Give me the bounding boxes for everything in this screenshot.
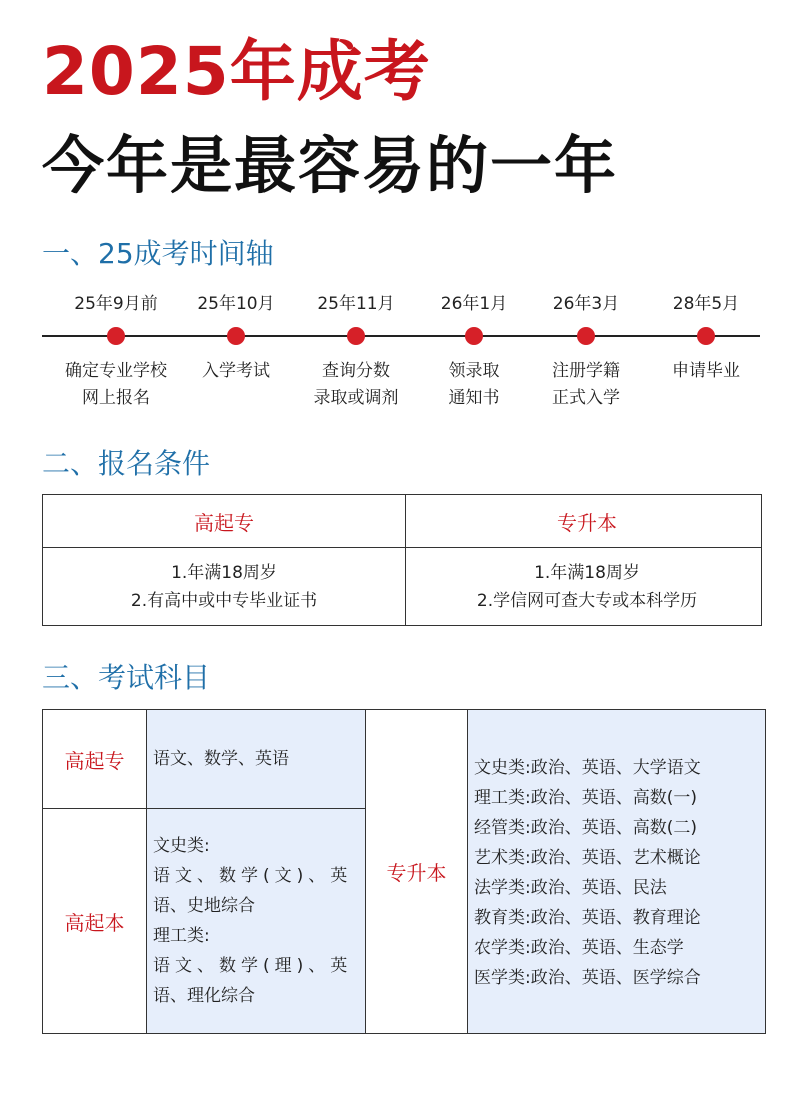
- timeline-step-text: 注册学籍: [552, 361, 620, 381]
- timeline-date: 28年5月: [672, 294, 740, 314]
- conditions-header-zsb: 专升本: [557, 510, 617, 535]
- timeline-dot: [107, 327, 125, 345]
- subject-line: 法学类:政治、英语、民法: [474, 878, 667, 898]
- timeline-date: 25年11月: [317, 294, 395, 314]
- conditions-cell-gqz: [43, 548, 405, 626]
- subject-line: 教育类:政治、英语、教育理论: [474, 908, 701, 928]
- timeline-step-text: 录取或调剂: [313, 388, 399, 408]
- timeline-date: 25年9月前: [74, 294, 158, 314]
- timeline-step-text: 网上报名: [82, 388, 150, 408]
- timeline-step-text: 正式入学: [552, 388, 620, 408]
- subject-line: 医学类:政治、英语、医学综合: [474, 968, 701, 988]
- subjects-zsb-text: [474, 753, 701, 993]
- timeline-dot: [465, 327, 483, 345]
- subjects-gqb-text: [153, 831, 352, 1011]
- conditions-table: [42, 494, 762, 626]
- subjects-table: [42, 709, 766, 1034]
- condition-item: 1.年满18周岁: [534, 563, 640, 583]
- subject-line: 农学类:政治、英语、生态学: [474, 938, 684, 958]
- subjects-label-zsb: 专升本: [386, 861, 447, 885]
- timeline-axis: [42, 335, 760, 337]
- condition-item: 2.学信网可查大专或本科学历: [476, 591, 698, 611]
- subjects-label-gqz: 高起专: [64, 748, 125, 773]
- condition-item: 2.有高中或中专毕业证书: [130, 591, 318, 611]
- timeline-step-text: 确定专业学校: [65, 361, 167, 381]
- headline-year: 2025年成考: [42, 33, 431, 110]
- subject-line: 语、理化综合: [153, 986, 255, 1006]
- subject-line: 艺术类:政治、英语、艺术概论: [474, 848, 701, 868]
- timeline-step-text: 申请毕业: [672, 361, 740, 381]
- timeline-step-text: 领录取: [448, 361, 500, 381]
- timeline-dot: [697, 327, 715, 345]
- conditions-cell-zsb: [406, 548, 768, 626]
- subjects-label-gqb: 高起本: [64, 910, 125, 935]
- timeline-dot: [577, 327, 595, 345]
- timeline-step-text: 查询分数: [322, 361, 390, 381]
- section-timeline-heading: 一、25成考时间轴: [42, 237, 274, 270]
- subject-line: 理工类:政治、英语、高数(一): [474, 788, 697, 808]
- timeline-date: 26年1月: [440, 294, 508, 314]
- section-conditions-heading: 二、报名条件: [42, 447, 211, 480]
- subject-line: 经管类:政治、英语、高数(二): [474, 818, 697, 838]
- condition-item: 1.年满18周岁: [171, 563, 277, 583]
- timeline-date: 25年10月: [197, 294, 275, 314]
- subject-line: 文史类:政治、英语、大学语文: [474, 758, 701, 778]
- timeline-dot: [347, 327, 365, 345]
- timeline-step-text: 入学考试: [202, 361, 270, 381]
- timeline-date: 26年3月: [552, 294, 620, 314]
- headline-subtitle: 今年是最容易的一年: [42, 129, 619, 202]
- subject-line: 理工类:: [153, 926, 210, 946]
- subjects-gqz-text: 语文、数学、英语: [153, 749, 289, 769]
- subject-line: 语、史地综合: [153, 896, 255, 916]
- conditions-header-gqz: 高起专: [194, 510, 254, 535]
- section-subjects-heading: 三、考试科目: [42, 661, 211, 694]
- subject-line: 语文、数学(理)、英: [153, 956, 353, 976]
- subject-line: 语文、数学(文)、英: [153, 866, 353, 886]
- timeline-step: [631, 358, 781, 385]
- table-divider: [467, 710, 468, 1033]
- table-divider: [146, 710, 147, 1033]
- timeline-dot: [227, 327, 245, 345]
- subject-line: 文史类:: [153, 836, 210, 856]
- timeline-step-text: 通知书: [448, 388, 500, 408]
